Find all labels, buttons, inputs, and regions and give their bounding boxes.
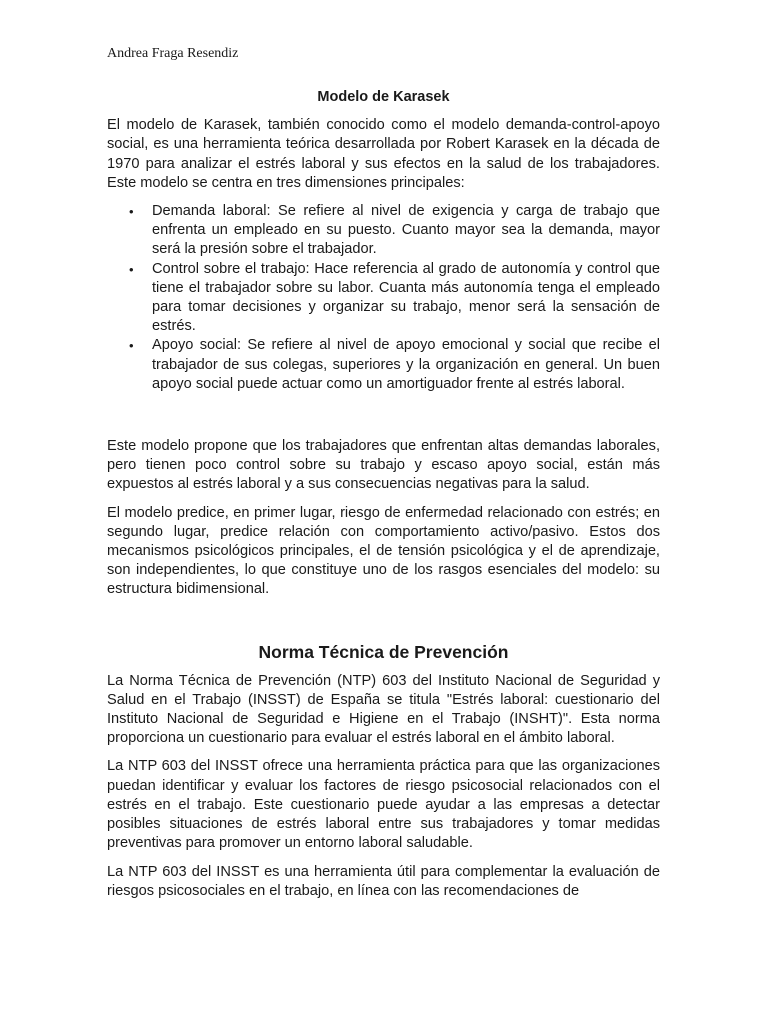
karasek-paragraph-3: El modelo predice, en primer lugar, riesgo de enfermedad relacionado con estrés; en segundo lugar, predice relación con comportamiento activo/pasivo. Estos dos mecanismos psicológicos principales, el de tensión psicológica y el de aprendizaje, son independientes, lo que constituye uno de los rasgos esenciales del modelo: su estructura bidimensional. — [107, 504, 660, 598]
list-item-text: Demanda laboral: Se refiere al nivel de exigencia y carga de trabajo que enfrenta un empleado en su puesto. Cuanto mayor sea la demanda, mayor será la presión sobre el trabajador. — [152, 203, 660, 258]
karasek-dimensions-list — [107, 202, 660, 394]
author-name: Andrea Fraga Resendiz — [107, 46, 239, 61]
spacer — [107, 609, 660, 641]
list-item-text: Apoyo social: Se refiere al nivel de apoyo emocional y social que recibe el trabajador de sus colegas, superiores y la organización en general. Un buen apoyo social puede actuar como un amortiguador frente al estrés laboral. — [152, 337, 660, 392]
list-item-control — [129, 260, 660, 337]
karasek-paragraph-2: Este modelo propone que los trabajadores que enfrentan altas demandas laborales, pero tienen poco control sobre su trabajo y escaso apoyo social, están más expuestos al estrés laboral y a sus consecuencias negativas para la salud. — [107, 438, 660, 493]
norma-paragraph-1: La Norma Técnica de Prevención (NTP) 603 del Instituto Nacional de Seguridad y Salud en el Trabajo (INSST) de España se titula "Estrés laboral: cuestionario del Instituto Nacional de Seguridad e Higiene en el Trabajo (INSHT)". Esta norma proporciona un cuestionario para evaluar el estrés laboral en el ámbito laboral. — [107, 672, 660, 747]
spacer — [107, 394, 660, 437]
section-title-norma: Norma Técnica de Prevención — [258, 641, 509, 662]
norma-paragraph-2: La NTP 603 del INSST ofrece una herramienta práctica para que las organizaciones puedan identificar y evaluar los factores de riesgo psicosocial relacionados con el estrés en el trabajo. Este cuestionario puede ayudar a las empresas a detectar posibles situaciones de estrés laboral entre sus trabajadores y tomar medidas preventivas para promover un entorno laboral saludable. — [107, 758, 660, 852]
karasek-intro-paragraph: El modelo de Karasek, también conocido como el modelo demanda-control-apoyo social, es una herramienta teórica desarrollada por Robert Karasek en la década de 1970 para analizar el estrés laboral y sus efectos en la salud de los trabajadores. Este modelo se centra en tres dimensiones principales: — [107, 117, 660, 191]
bullet-icon: • — [129, 261, 134, 277]
list-item-apoyo — [129, 336, 660, 394]
bullet-icon: • — [129, 338, 134, 354]
section-title-karasek: Modelo de Karasek — [317, 89, 450, 105]
bullet-icon: • — [129, 204, 134, 220]
document-body — [107, 88, 660, 910]
norma-paragraph-3: La NTP 603 del INSST es una herramienta útil para complementar la evaluación de riesgos psicosociales en el trabajo, en línea con las recomendaciones de — [107, 863, 660, 899]
list-item-text: Control sobre el trabajo: Hace referencia al grado de autonomía y control que tiene el trabajador sobre su labor. Cuanta más autonomía tenga el empleado para tomar decisiones y organizar su trabajo, menor será la sensación de estrés. — [152, 260, 660, 335]
list-item-demanda — [129, 202, 660, 260]
